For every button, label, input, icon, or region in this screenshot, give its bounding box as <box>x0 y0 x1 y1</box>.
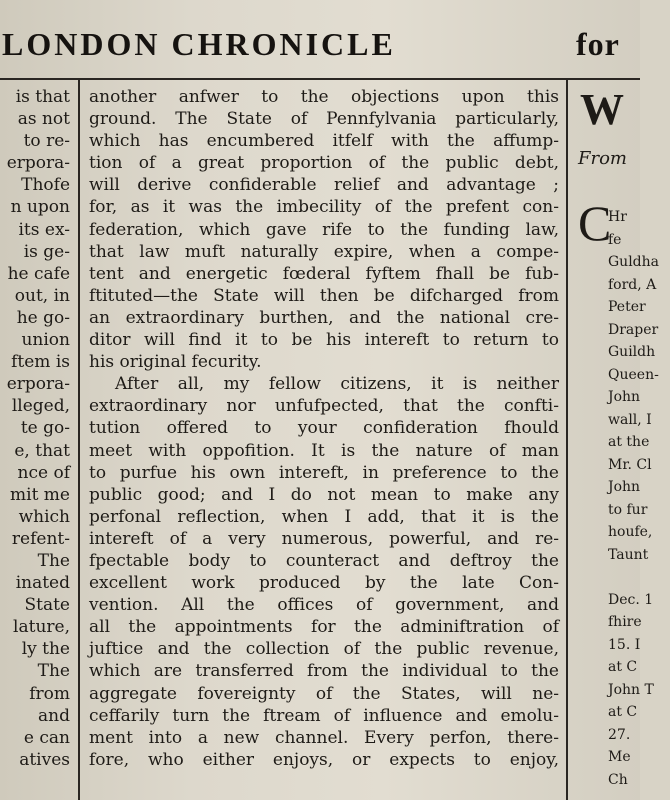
article-line: ditor will find it to be his intereft to return to <box>89 330 559 351</box>
left-column-line: from <box>29 683 70 704</box>
right-column-line: 15. I <box>608 636 641 653</box>
right-column-line: houfe, <box>608 524 653 540</box>
left-column-line: to re- <box>23 131 70 152</box>
left-column-line: nce of <box>17 462 70 483</box>
masthead-for: for <box>576 26 620 62</box>
left-column-line: ly the <box>21 639 70 660</box>
right-column-line: ford, A <box>608 276 657 293</box>
article-line: juftice and the collection of the public revenue, <box>89 639 559 660</box>
right-column-from: From <box>578 148 627 169</box>
left-column-line: out, in <box>14 285 70 306</box>
right-column-line: Draper <box>608 321 659 338</box>
right-column-line: Dec. 1 <box>608 591 654 608</box>
article-line: intereft of a very numerous, powerful, and re- <box>89 528 559 549</box>
article-line: which has encumbered itfelf with the affump- <box>89 131 559 152</box>
left-column-line: he cafe <box>7 263 70 284</box>
left-column-line: ftem is <box>11 352 70 373</box>
left-column-line: is that <box>15 87 70 107</box>
left-column-line: n upon <box>10 197 70 218</box>
masthead <box>0 22 640 72</box>
article-line: an extraordinary burthen, and the national cre- <box>89 307 559 328</box>
article-line: fpectable body to counteract and deftroy the <box>89 550 559 571</box>
left-column-line: erpora- <box>6 153 70 174</box>
left-column-line: erpora- <box>6 374 70 395</box>
left-column <box>0 86 70 771</box>
article-line: After all, my fellow citizens, it is neither <box>115 374 559 395</box>
right-column-line: fe <box>608 231 622 248</box>
left-column-line: State <box>24 595 70 616</box>
left-column-line: as not <box>17 109 70 130</box>
right-column <box>608 206 670 791</box>
article-line: perfonal reflection, when I add, that it is the <box>89 506 559 527</box>
left-column-line: The <box>37 550 70 571</box>
right-column-heading: W <box>580 85 624 134</box>
article-line: federation, which gave rife to the funding law, <box>89 219 559 240</box>
article-line: meet with oppofition. It is the nature of man <box>89 440 559 461</box>
main-column <box>89 86 559 771</box>
left-column-line: its ex- <box>18 219 70 240</box>
right-column-line: John <box>608 389 641 405</box>
column-rule-right <box>566 80 568 800</box>
masthead-rule <box>0 78 640 80</box>
right-column-line <box>608 566 670 589</box>
article-line: aggregate fovereignty of the States, will ne- <box>89 683 559 704</box>
left-column-line: The <box>37 661 70 682</box>
article-line: ftituted—the State will then be difcharged from <box>89 285 559 306</box>
article-line: ceffarily turn the ftream of influence and emolu- <box>89 705 559 726</box>
article-line: which are transferred from the individual to the <box>89 661 559 682</box>
left-column-line: union <box>21 330 70 351</box>
right-column-line: Guldha <box>608 254 660 270</box>
right-column-line: at C <box>608 659 638 675</box>
article-line: extraordinary nor unfufpected, that the confti- <box>89 396 559 417</box>
article-line: tution offered to your confideration fhould <box>89 418 559 439</box>
left-column-line: and <box>38 705 70 726</box>
right-column-dropcap: C <box>578 195 612 251</box>
left-column-line: e can <box>23 727 70 748</box>
right-column-line: fhire <box>608 614 642 630</box>
left-column-line: he go- <box>16 307 70 328</box>
right-column-line: 27. <box>608 726 631 743</box>
right-column-line: Hr <box>608 209 627 225</box>
article-line: public good; and I do not mean to make any <box>89 484 559 505</box>
left-column-line: refent- <box>11 528 70 549</box>
article-line: excellent work produced by the late Con- <box>89 573 559 594</box>
right-column-line: Mr. Cl <box>608 456 652 473</box>
right-column-line: Taunt <box>608 546 649 563</box>
right-column-line: Peter <box>608 299 646 315</box>
masthead-title: LONDON CHRONICLE <box>2 26 396 62</box>
article-line: will derive confiderable relief and advantage ; <box>89 175 559 196</box>
left-column-line: e, that <box>14 440 70 461</box>
left-column-line: lature, <box>13 617 70 638</box>
right-column-line: wall, I <box>608 411 652 428</box>
right-column-line: Guildh <box>608 344 656 360</box>
right-column-line: Queen- <box>608 366 659 383</box>
left-column-line: lleged, <box>11 396 70 417</box>
left-column-line: inated <box>15 573 70 594</box>
right-column-line: Ch <box>608 771 628 788</box>
right-column-line: at the <box>608 434 650 450</box>
article-line: fore, who either enjoys, or expects to enjoy, <box>89 749 559 770</box>
article-line: that law muft naturally expire, when a compe- <box>89 241 559 262</box>
right-column-line: at C <box>608 704 638 720</box>
article-line: another anfwer to the objections upon this <box>89 87 559 107</box>
article-line: ment into a new channel. Every perfon, there- <box>89 727 559 748</box>
article-line: tent and energetic fœderal fyftem fhall be fub- <box>89 263 559 284</box>
left-column-line: is ge- <box>23 241 70 262</box>
left-column-line: which <box>18 506 70 527</box>
left-column-line: atives <box>19 749 70 770</box>
left-column-line: te go- <box>20 418 70 439</box>
right-column-line: John <box>608 479 641 495</box>
article-line: his original fecurity. <box>89 352 262 373</box>
article-line: vention. All the offices of government, and <box>89 595 559 616</box>
left-column-line: Thofe <box>21 175 70 196</box>
right-column-line: Me <box>608 749 631 765</box>
article-line: all the appointments for the adminiftration of <box>89 617 559 638</box>
left-column-line: mit me <box>10 484 70 505</box>
article-line: tion of a great proportion of the public debt, <box>89 153 559 174</box>
article-line: to purfue his own intereft, in preference to the <box>89 462 559 483</box>
column-rule-left <box>78 80 80 800</box>
right-column-line: to fur <box>608 501 648 518</box>
article-line: ground. The State of Pennfylvania particularly, <box>89 109 559 130</box>
article-line: for, as it was the imbecility of the prefent con- <box>89 197 559 218</box>
right-column-line: John T <box>608 681 654 698</box>
